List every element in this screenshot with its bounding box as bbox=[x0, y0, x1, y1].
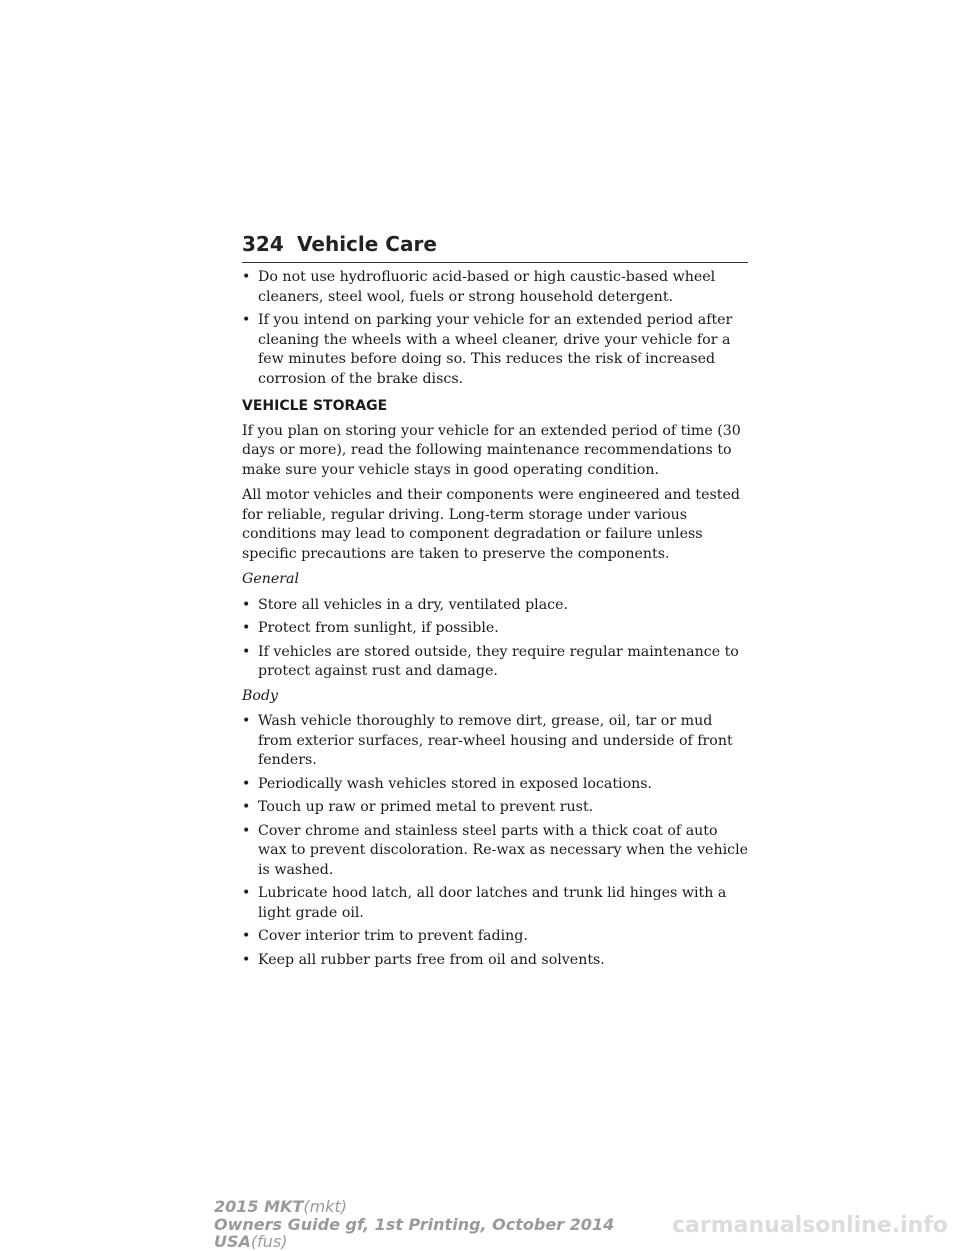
bullet-icon: • bbox=[242, 643, 251, 660]
bullet-icon: • bbox=[242, 885, 251, 901]
wheel-care-list bbox=[242, 268, 748, 389]
list-item: • Protect from sunlight, if possible. bbox=[242, 619, 748, 639]
list-item: • Store all vehicles in a dry, ventilated place. bbox=[242, 596, 748, 616]
list-item: • Cover interior trim to prevent fading. bbox=[242, 927, 748, 947]
footer-guide-line: Owners Guide gf, 1st Printing, October 2014 bbox=[214, 1214, 615, 1234]
list-item: • Periodically wash vehicles stored in exposed locations. bbox=[242, 775, 748, 795]
bullet-icon: • bbox=[242, 312, 251, 328]
bullet-icon: • bbox=[242, 928, 251, 944]
bullet-icon: • bbox=[242, 269, 251, 285]
footer-model-line: 2015 MKT(mkt) bbox=[214, 1197, 347, 1216]
bullet-icon: • bbox=[242, 596, 251, 613]
list-item: • If you intend on parking your vehicle for an extended period after cleaning the wheels with a wheel cleaner, drive your vehicle for a few minutes before doing so. This reduces the risk of increased corrosion of the brake discs. bbox=[242, 312, 733, 387]
bullet-icon: • bbox=[242, 951, 251, 968]
bullet-icon: • bbox=[242, 713, 251, 729]
bullet-icon: • bbox=[242, 620, 251, 636]
document-footer bbox=[214, 1198, 614, 1251]
body-list bbox=[242, 712, 748, 970]
body-subheading: Body bbox=[242, 687, 279, 704]
bullet-icon: • bbox=[242, 799, 251, 815]
storage-heading: VEHICLE STORAGE bbox=[242, 398, 388, 414]
list-item: • Keep all rubber parts free from oil and solvents. bbox=[242, 951, 748, 971]
list-item: • Touch up raw or primed metal to prevent rust. bbox=[242, 798, 748, 818]
bullet-icon: • bbox=[242, 822, 251, 839]
list-item: • If vehicles are stored outside, they require regular maintenance to protect against rust and damage. bbox=[242, 643, 739, 679]
page-content bbox=[242, 268, 748, 975]
list-item: • Lubricate hood latch, all door latches and trunk lid hinges with a light grade oil. bbox=[242, 885, 727, 921]
general-list bbox=[242, 596, 748, 682]
footer-region-line: USA(fus) bbox=[214, 1232, 288, 1251]
watermark: carmanualsonline.info bbox=[672, 1213, 948, 1238]
section-title: Vehicle Care bbox=[297, 232, 437, 256]
page-header bbox=[242, 232, 748, 263]
bullet-icon: • bbox=[242, 775, 251, 792]
list-item: • Cover chrome and stainless steel parts with a thick coat of auto wax to prevent discoloration. Re-wax as necessary when the vehicle is washed. bbox=[242, 822, 749, 878]
list-item: • Do not use hydrofluoric acid-based or high caustic-based wheel cleaners, steel wool, fuels or strong household detergent. bbox=[242, 269, 716, 305]
storage-paragraph-1: If you plan on storing your vehicle for an extended period of time (30 days or more), read the following maintenance recommendations to make sure your vehicle stays in good operating condition. bbox=[242, 422, 741, 478]
list-item: • Wash vehicle thoroughly to remove dirt, grease, oil, tar or mud from exterior surfaces, rear-wheel housing and underside of front fenders. bbox=[242, 713, 733, 768]
storage-paragraph-2: All motor vehicles and their components were engineered and tested for reliable, regular driving. Long-term storage under various conditions may lead to component degradation or failure unless specific precautions are taken to preserve the components. bbox=[242, 487, 740, 562]
general-subheading: General bbox=[242, 571, 300, 587]
page-number: 324 bbox=[242, 232, 284, 256]
